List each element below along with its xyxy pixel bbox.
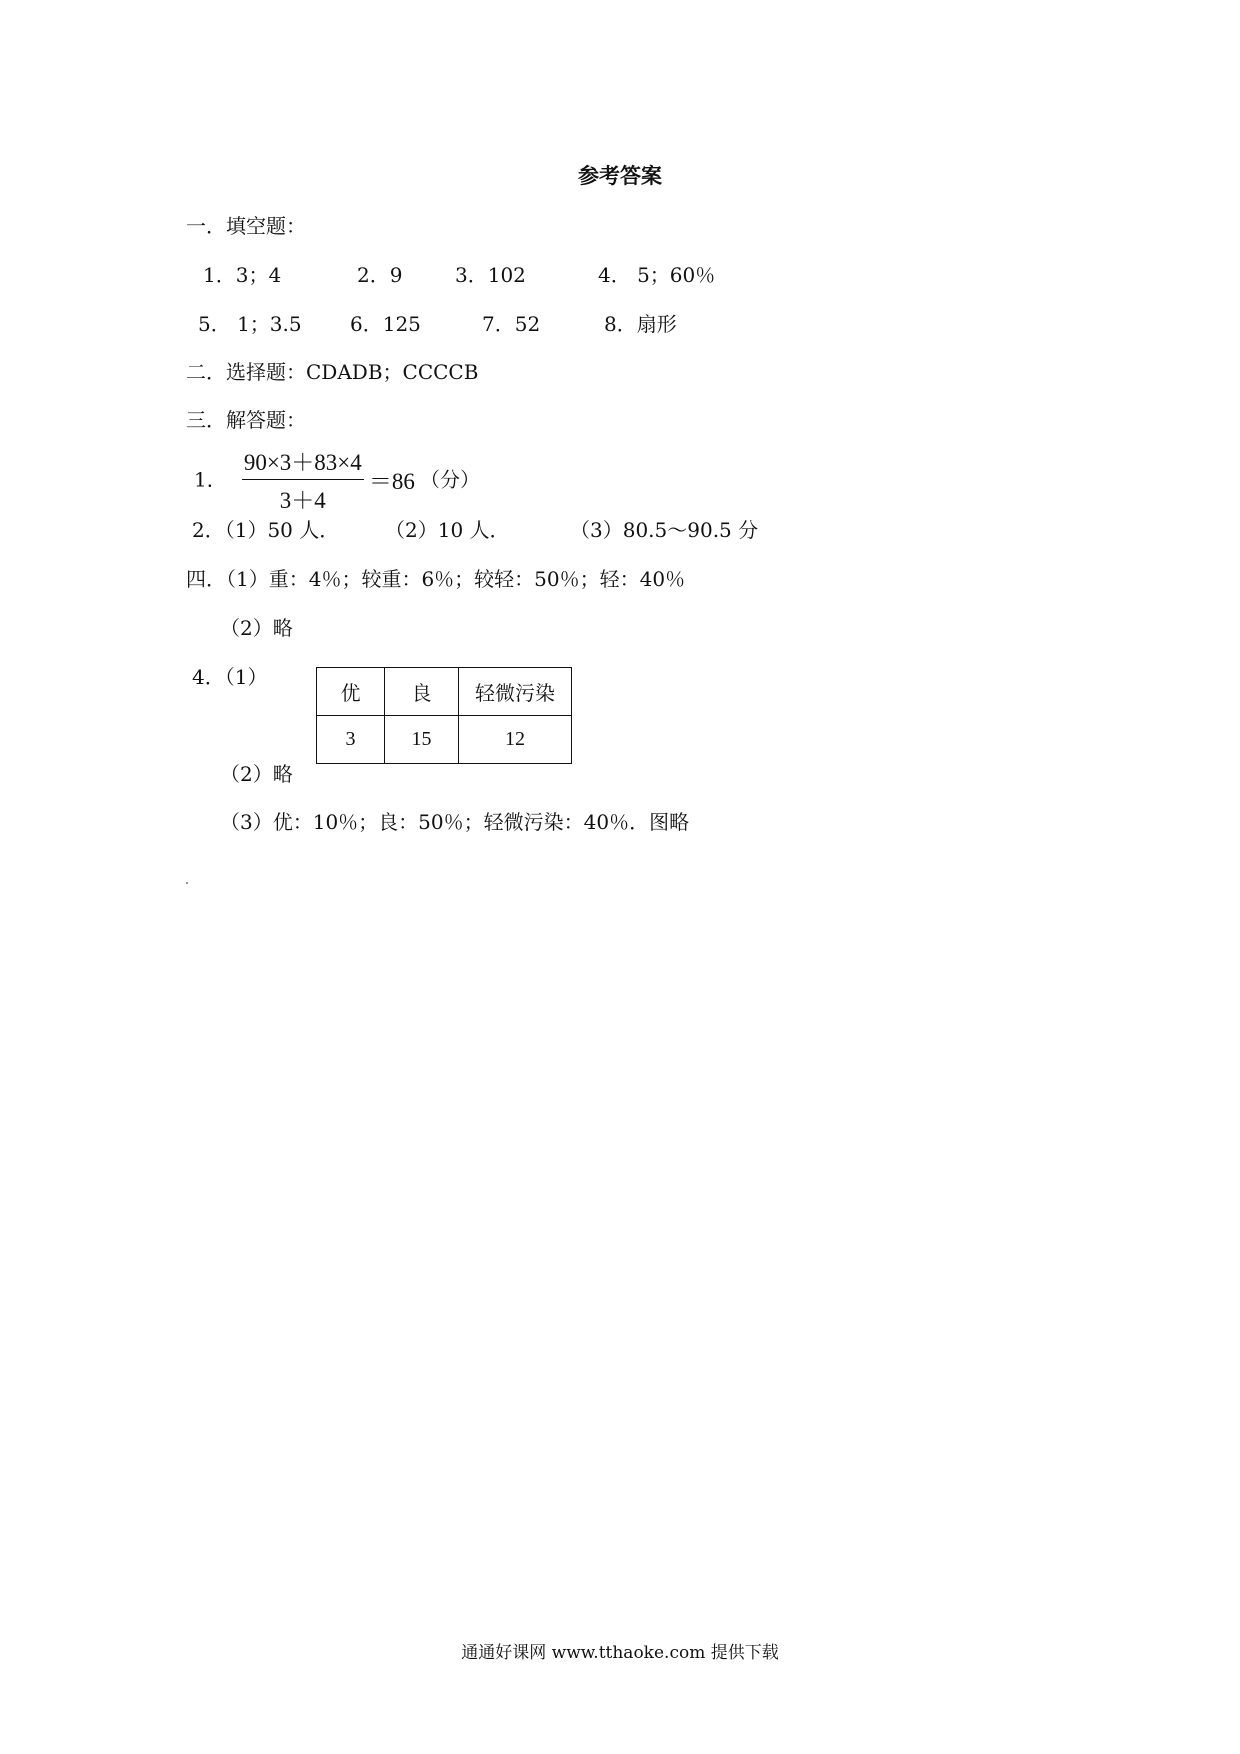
formula-result: ＝86	[368, 469, 415, 494]
question-4-label: 4．（1）	[192, 665, 268, 689]
answer-2-part-2: （2）10 人．	[385, 518, 510, 542]
fill-answer-1: 1．3；4	[203, 263, 282, 287]
fraction-denominator: 3＋4	[242, 479, 364, 515]
table-value-cell: 15	[385, 716, 459, 764]
fill-answer-7: 7．52	[482, 312, 541, 336]
section4-line-1: 四．（1）重：4％；较重：6％；较轻：50％；轻：40％	[186, 567, 686, 591]
table-header-cell: 良	[385, 668, 459, 716]
fill-answer-6: 6．125	[350, 312, 421, 336]
section1-heading: 一．填空题：	[186, 214, 306, 238]
fraction	[242, 444, 364, 515]
answer-1-formula	[194, 444, 480, 515]
question-4-part-3: （3）优：10％；良：50％；轻微污染：40％．图略	[220, 810, 690, 834]
table-value-cell: 12	[459, 716, 572, 764]
section2-heading: 二．选择题：CDADB；CCCCB	[186, 360, 479, 384]
fraction-numerator: 90×3＋83×4	[243, 450, 362, 475]
answer-2-part-1: 2．（1）50 人．	[192, 518, 340, 542]
fill-answer-5: 5． 1；3.5	[198, 312, 302, 336]
table-value-row	[317, 716, 572, 764]
stray-dot	[186, 882, 188, 884]
fill-answer-4: 4． 5；60％	[598, 263, 716, 287]
page-title: 参考答案	[578, 164, 662, 188]
table-header-cell: 轻微污染	[459, 668, 572, 716]
fill-answer-2: 2．9	[357, 263, 403, 287]
footer-text: 通通好课网 www.tthaoke.com 提供下载	[461, 1643, 779, 1663]
table-header-cell: 优	[317, 668, 385, 716]
formula-unit: （分）	[419, 467, 480, 492]
fill-answer-8: 8．扇形	[604, 312, 677, 336]
section4-line-2: （2）略	[220, 616, 293, 640]
question-4-part-2: （2）略	[220, 762, 293, 786]
section3-heading: 三．解答题：	[186, 408, 306, 432]
air-quality-table	[316, 667, 572, 764]
table-value-cell: 3	[317, 716, 385, 764]
answer-1-label: 1．	[194, 467, 227, 492]
table-header-row	[317, 668, 572, 716]
answer-2-part-3: （3）80.5～90.5 分	[570, 518, 759, 542]
fill-answer-3: 3．102	[455, 263, 526, 287]
